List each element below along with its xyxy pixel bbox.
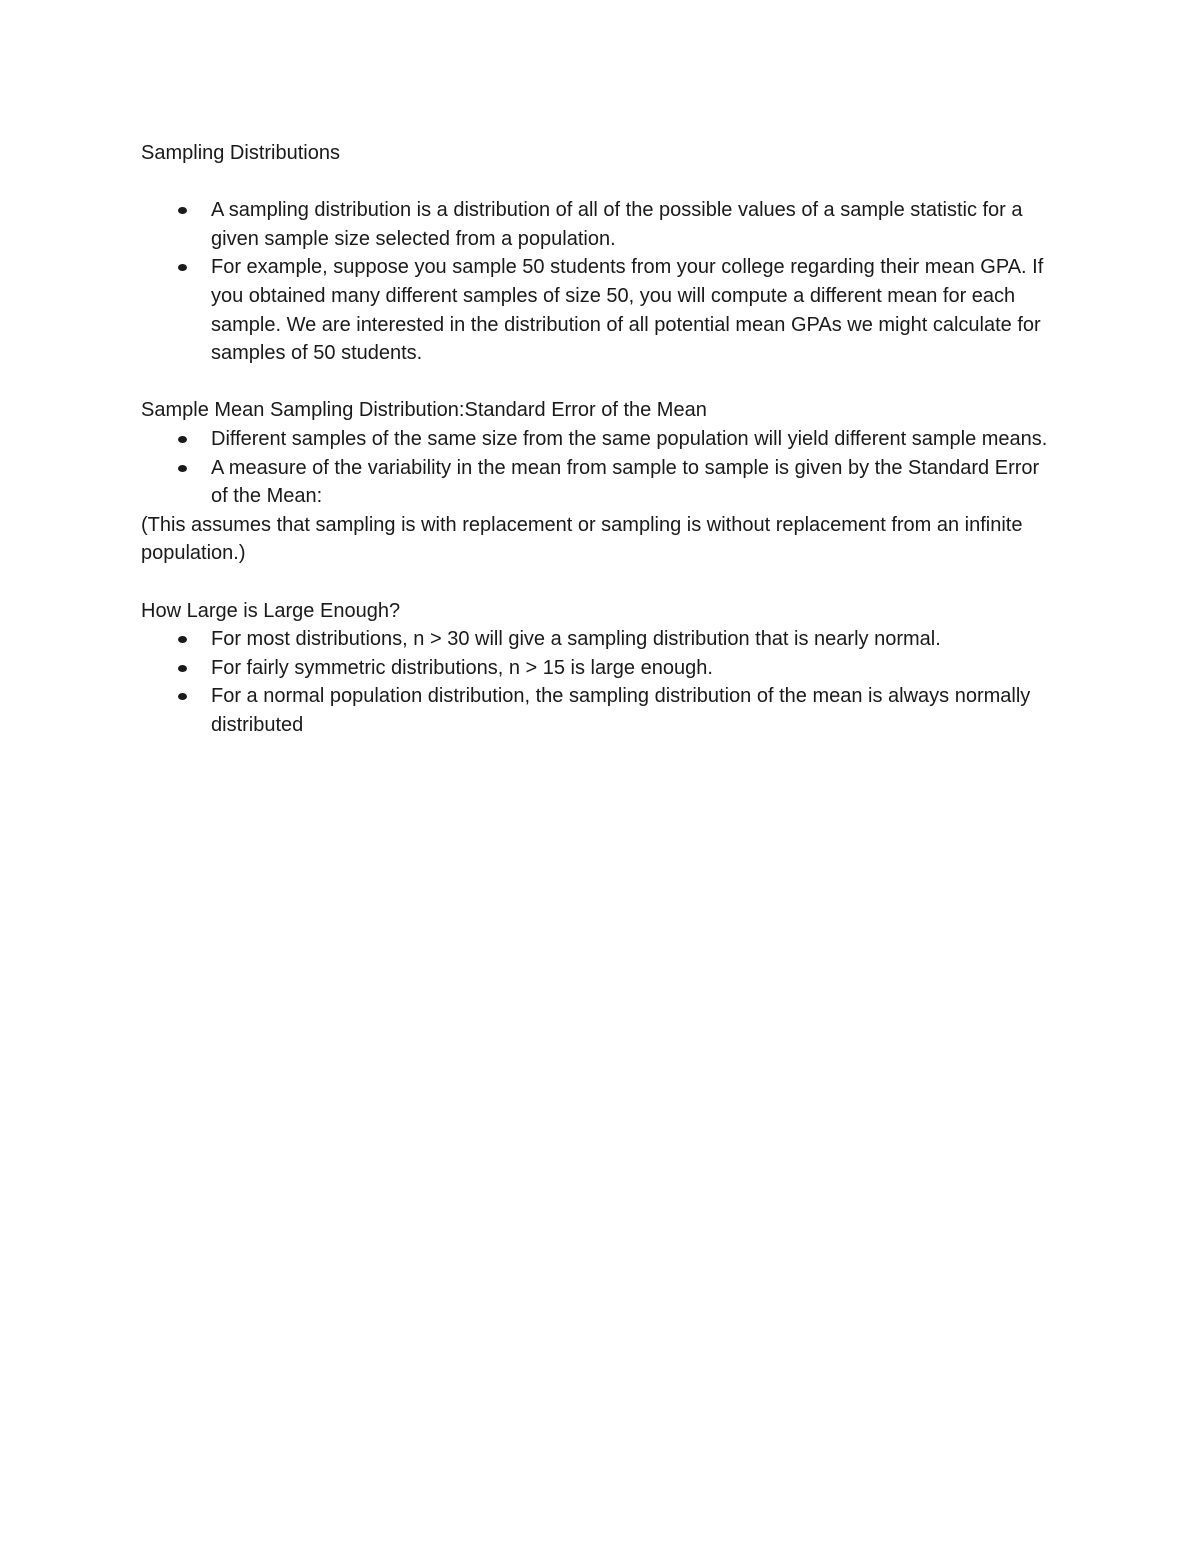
assumption-note: (This assumes that sampling is with replacement or sampling is without replacement from an infinite population.)	[141, 513, 1023, 565]
bullet-list-sampling-distributions	[141, 196, 1061, 368]
spacer	[141, 368, 1061, 397]
bullet-list-standard-error	[141, 425, 1061, 511]
bullet-icon	[178, 693, 187, 700]
list-item-text: For a normal population distribution, the sampling distribution of the mean is always normally distributed	[211, 685, 1031, 736]
section-heading-sampling-distributions: Sampling Distributions	[141, 142, 340, 164]
bullet-list-how-large	[141, 625, 1061, 739]
list-item-text: A sampling distribution is a distribution of all of the possible values of a sample statistic for a given sample size selected from a population.	[211, 199, 1023, 250]
bullet-icon	[178, 665, 187, 672]
section-heading-how-large: How Large is Large Enough?	[141, 599, 401, 622]
bullet-icon	[178, 636, 187, 643]
spacer	[141, 568, 1061, 597]
list-item	[141, 682, 1061, 739]
list-item-text: A measure of the variability in the mean from sample to sample is given by the Standard Error of the Mean:	[211, 456, 1040, 508]
list-item-text: For fairly symmetric distributions, n > 15 is large enough.	[211, 656, 713, 679]
list-item-text: Different samples of the same size from the same population will yield different sample means.	[211, 427, 1048, 450]
bullet-icon	[178, 465, 187, 472]
list-item-text: For most distributions, n > 30 will give a sampling distribution that is nearly normal.	[211, 628, 941, 651]
bullet-icon	[178, 436, 187, 443]
section-heading-standard-error: Sample Mean Sampling Distribution:Standard Error of the Mean	[141, 399, 707, 422]
list-item	[141, 196, 1061, 253]
bullet-icon	[178, 207, 187, 214]
list-item	[141, 425, 1061, 454]
spacer	[141, 168, 1061, 197]
list-item	[141, 253, 1061, 367]
document-page	[141, 139, 1061, 739]
list-item	[141, 654, 1061, 683]
list-item-text: For example, suppose you sample 50 students from your college regarding their mean GPA. If you obtained many different samples of size 50, you will compute a different mean for each sample. We are interested in the distribution of all potential mean GPAs we might calculate for samples of 50 students.	[211, 256, 1044, 365]
bullet-icon	[178, 264, 187, 271]
list-item	[141, 625, 1061, 654]
list-item	[141, 454, 1061, 511]
